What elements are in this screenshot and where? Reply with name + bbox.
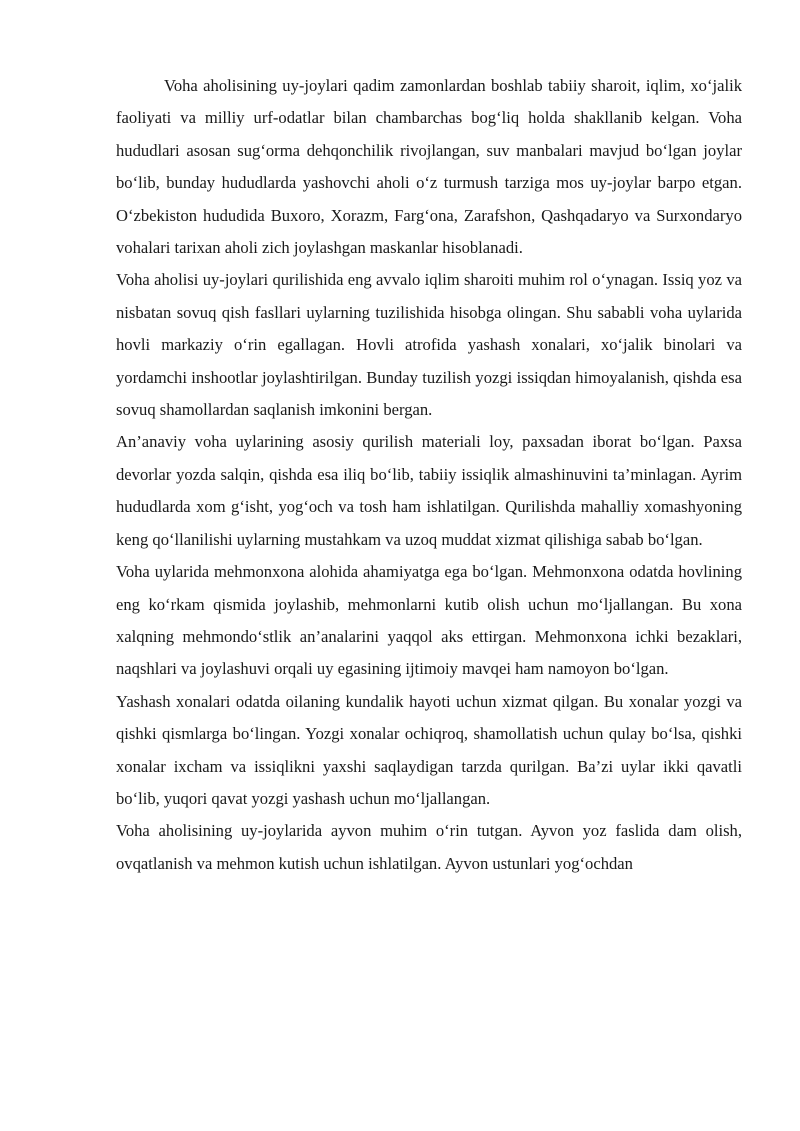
paragraph-6: Voha aholisining uy-joylarida ayvon muhim o‘rin tutgan. Ayvon yoz faslida dam olish, ovqatlanish va mehmon kutish uchun ishlatilgan. Ayvon ustunlari yog‘ochdan: [116, 821, 742, 873]
paragraph-3: An’anaviy voha uylarining asosiy qurilish materiali loy, paxsadan iborat bo‘lgan. Paxsa devorlar yozda salqin, qishda esa iliq bo‘lib, tabiiy issiqlik almashinuvini ta’minlagan. Ayrim hududlarda xom g‘isht, yog‘och va tosh ham ishlatilgan. Qurilishda mahalliy xomashyoning keng qo‘llanilishi uylarning mustahkam va uzoq muddat xizmat qilishiga sabab bo‘lgan.: [116, 432, 742, 549]
paragraph-1: Voha aholisining uy-joylari qadim zamonlardan boshlab tabiiy sharoit, iqlim, xo‘jalik faoliyati va milliy urf-odatlar bilan chambarchas bog‘liq holda shakllanib kelgan. Voha hududlari asosan sug‘orma dehqonchilik rivojlangan, suv manbalari mavjud bo‘lgan joylar bo‘lib, bunday hududlarda yashovchi aholi o‘z turmush tarziga mos uy-joylar barpo etgan. O‘zbekiston hududida Buxoro, Xorazm, Farg‘ona, Zarafshon, Qashqadaryo va Surxondaryo vohalari tarixan aholi zich joylashgan maskanlar hisoblanadi.: [116, 76, 742, 258]
paragraph-5: Yashash xonalari odatda oilaning kundalik hayoti uchun xizmat qilgan. Bu xonalar yozgi va qishki qismlarga bo‘lingan. Yozgi xonalar ochiqroq, shamollatish uchun qulay bo‘lsa, qishki xonalar ixcham va issiqlikni yaxshi saqlaydigan tarzda qurilgan. Ba’zi uylar ikki qavatli bo‘lib, yuqori qavat yozgi yashash uchun mo‘ljallangan.: [116, 691, 742, 808]
paragraph-2: Voha aholisi uy-joylari qurilishida eng avvalo iqlim sharoiti muhim rol o‘ynagan. Issiq yoz va nisbatan sovuq qish fasllari uylarning tuzilishida hisobga olingan. Shu sababli voha uylarida hovli markaziy o‘rin egallagan. Hovli atrofida yashash xonalari, xo‘jalik binolari va yordamchi inshootlar joylashtirilgan. Bunday tuzilish yozgi issiqdan himoyalanish, qishda esa sovuq shamollardan saqlanish imkonini bergan.: [116, 270, 742, 420]
paragraph-4: Voha uylarida mehmonxona alohida ahamiyatga ega bo‘lgan. Mehmonxona odatda hovlining eng ko‘rkam qismida joylashib, mehmonlarni kutib olish uchun mo‘ljallangan. Bu xona xalqning mehmondo‘stlik an’analarini yaqqol aks ettirgan. Mehmonxona ichki bezaklari, naqshlari va joylashuvi orqali uy egasining ijtimoiy mavqei ham namoyon bo‘lgan.: [116, 562, 742, 679]
document-body: [116, 70, 742, 880]
